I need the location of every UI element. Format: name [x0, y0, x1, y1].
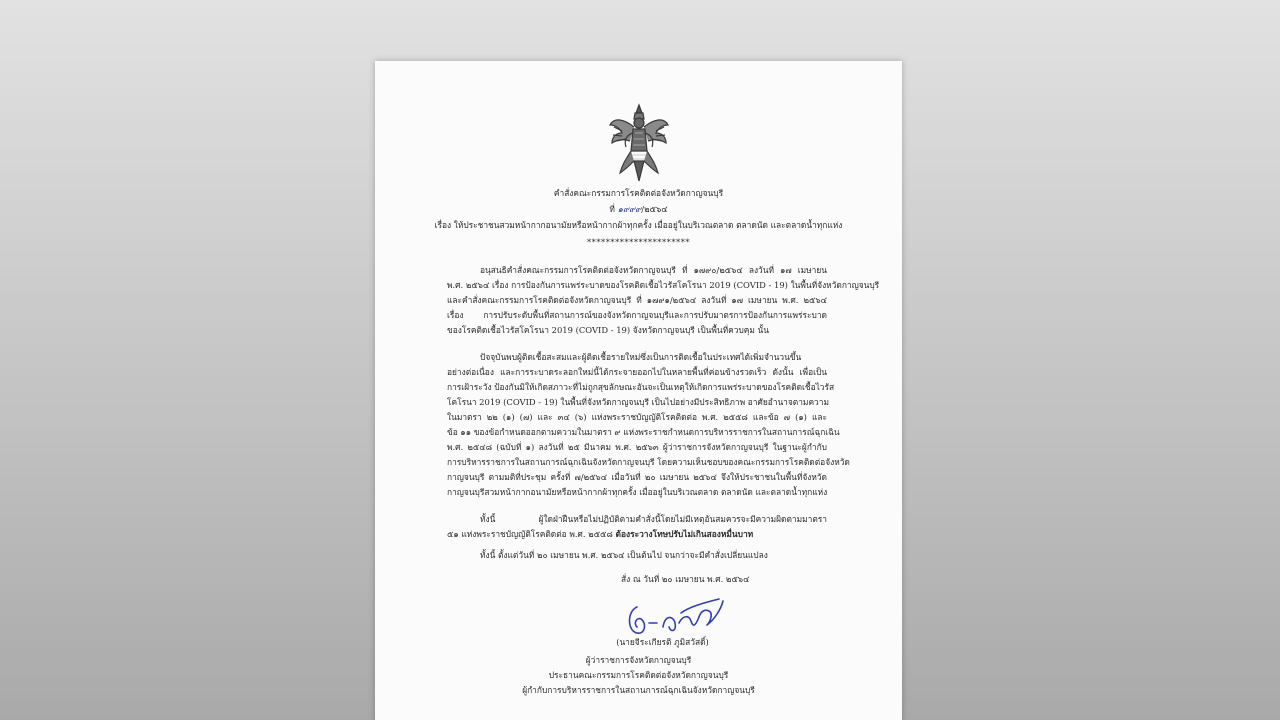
garuda-emblem-icon: [608, 103, 670, 185]
order-title: คำสั่งคณะกรรมการโรคติดต่อจังหวัดกาญจนบุรี: [553, 188, 724, 198]
paragraph-line: พ.ศ. ๒๕๖๔ เรื่อง การป้องกันการแพร่ระบาดของโรคติดเชื้อไวรัสโคโรนา 2019 (COVID - 19) ในพื้นที่จังหวัดกาญจนบุรี: [447, 280, 880, 290]
signatory-position-chairman: ประธานคณะกรรมการโรคติดต่อจังหวัดกาญจนบุรี: [548, 670, 729, 680]
order-number-prefix: ที่: [609, 204, 615, 214]
effective-date-line: ทั้งนี้ ตั้งแต่วันที่ ๒๐ เมษายน พ.ศ. ๒๕๖๔ เป็นต้นไป จนกว่าจะมีคำสั่งเปลี่ยนแปลง: [480, 550, 768, 560]
order-number-handwritten: ๑๙๙๙: [617, 204, 642, 214]
paragraph-line: กาญจนบุรีสวมหน้ากากอนามัยหรือหน้ากากผ้าทุกครั้ง เมื่ออยู่ในบริเวณตลาด ตลาดนัด และตลาดน้ำทุกแห่ง: [447, 487, 828, 497]
penalty-bold-text: ต้องระวางโทษปรับไม่เกินสองหมื่นบาท: [615, 529, 754, 539]
paragraph-line: ข้อ ๑๑ ของข้อกำหนดออกตามความในมาตรา ๙ แห่งพระราชกำหนดการบริหารราชการในสถานการณ์ฉุกเฉิน: [447, 427, 840, 437]
paragraph-line: โคโรนา 2019 (COVID - 19) ในพื้นที่จังหวัดกาญจนบุรี เป็นไปอย่างมีประสิทธิภาพ อาศัยอำนาจตามความ: [447, 397, 829, 407]
paragraph-line: อย่างต่อเนื่อง และการระบาดระลอกใหม่นี้ได้กระจายออกไปในหลายพื้นที่ค่อนข้างรวดเร็ว ดังนั้น เพื่อเป็น: [447, 367, 827, 377]
signatory-position-emergency: ผู้กำกับการบริหารราชการในสถานการณ์ฉุกเฉินจังหวัดกาญจนบุรี: [522, 685, 755, 695]
signatory-position-governor: ผู้ว่าราชการจังหวัดกาญจนบุรี: [585, 655, 692, 665]
paragraph-line: ปัจจุบันพบผู้ติดเชื้อสะสมและผู้ติดเชื้อรายใหม่ซึ่งเป็นการติดเชื้อในประเทศได้เพิ่มจำนวนขึ้น: [480, 352, 802, 362]
handwritten-signature: [623, 593, 733, 641]
paragraph-line: ของโรคติดเชื้อไวรัสโคโรนา 2019 (COVID - 19) จังหวัดกาญจนบุรี เป็นพื้นที่ควบคุม นั้น: [447, 325, 769, 335]
penalty-text: ๕๑ แห่งพระราชบัญญัติโรคติดต่อ พ.ศ. ๒๕๕๘: [447, 529, 616, 539]
penalty-line-2: [447, 529, 827, 540]
order-subject: เรื่อง ให้ประชาชนสวมหน้ากากอนามัยหรือหน้ากากผ้าทุกครั้ง เมื่ออยู่ในบริเวณตลาด ตลาดนัด และตลาดน้ำทุกแห่ง: [434, 220, 843, 230]
document-page: [375, 61, 902, 720]
separator-stars: **********************: [586, 237, 691, 247]
paragraph-line: การบริหารราชการในสถานการณ์ฉุกเฉินจังหวัดกาญจนบุรี โดยความเห็นชอบของคณะกรรมการโรคติดต่อจังหวัด: [447, 457, 850, 467]
order-number-suffix: /๒๕๖๔: [641, 204, 668, 214]
ordered-on-date: สั่ง ณ วันที่ ๒๐ เมษายน พ.ศ. ๒๕๖๔: [621, 574, 750, 584]
paragraph-line: และคำสั่งคณะกรรมการโรคติดต่อจังหวัดกาญจนบุรี ที่ ๑๗๙๑/๒๕๖๔ ลงวันที่ ๑๗ เมษายน พ.ศ. ๒๕๖๔: [447, 295, 827, 305]
paragraph-line: เรื่อง การปรับระดับพื้นที่สถานการณ์ของจังหวัดกาญจนบุรีและการปรับมาตรการป้องกันการแพร่ระบาด: [447, 310, 827, 320]
paragraph-line: อนุสนธิคำสั่งคณะกรรมการโรคติดต่อจังหวัดกาญจนบุรี ที่ ๑๗๙๐/๒๕๖๔ ลงวันที่ ๑๗ เมษายน: [480, 265, 827, 275]
penalty-line: ทั้งนี้ ผู้ใดฝ่าฝืนหรือไม่ปฏิบัติตามคำสั่งนี้โดยไม่มีเหตุอันสมควรจะมีความผิดตามมาตรา: [480, 514, 827, 524]
order-number: [375, 204, 902, 215]
paragraph-line: ในมาตรา ๒๒ (๑) (๗) และ ๓๔ (๖) แห่งพระราชบัญญัติโรคติดต่อ พ.ศ. ๒๕๕๘ และข้อ ๗ (๑) และ: [447, 412, 827, 422]
paragraph-line: กาญจนบุรี ตามมติที่ประชุม ครั้งที่ ๗/๒๕๖๔ เมื่อวันที่ ๒๐ เมษายน ๒๕๖๔ จึงให้ประชาชนในพื้นที่จังหวัด: [447, 472, 827, 482]
paragraph-line: การเฝ้าระวัง ป้องกันมิให้เกิดสภาวะที่ไม่ถูกสุขลักษณะอันจะเป็นเหตุให้เกิดการแพร่ระบาดของโรคติดเชื้อไวรัส: [447, 382, 835, 392]
signatory-name: (นายจีระเกียรติ ภูมิสวัสดิ์): [616, 637, 709, 647]
paragraph-line: พ.ศ. ๒๕๔๘ (ฉบับที่ ๑) ลงวันที่ ๒๕ มีนาคม พ.ศ. ๒๕๖๓ ผู้ว่าราชการจังหวัดกาญจนบุรี ในฐานะผู้กำกับ: [447, 442, 827, 452]
